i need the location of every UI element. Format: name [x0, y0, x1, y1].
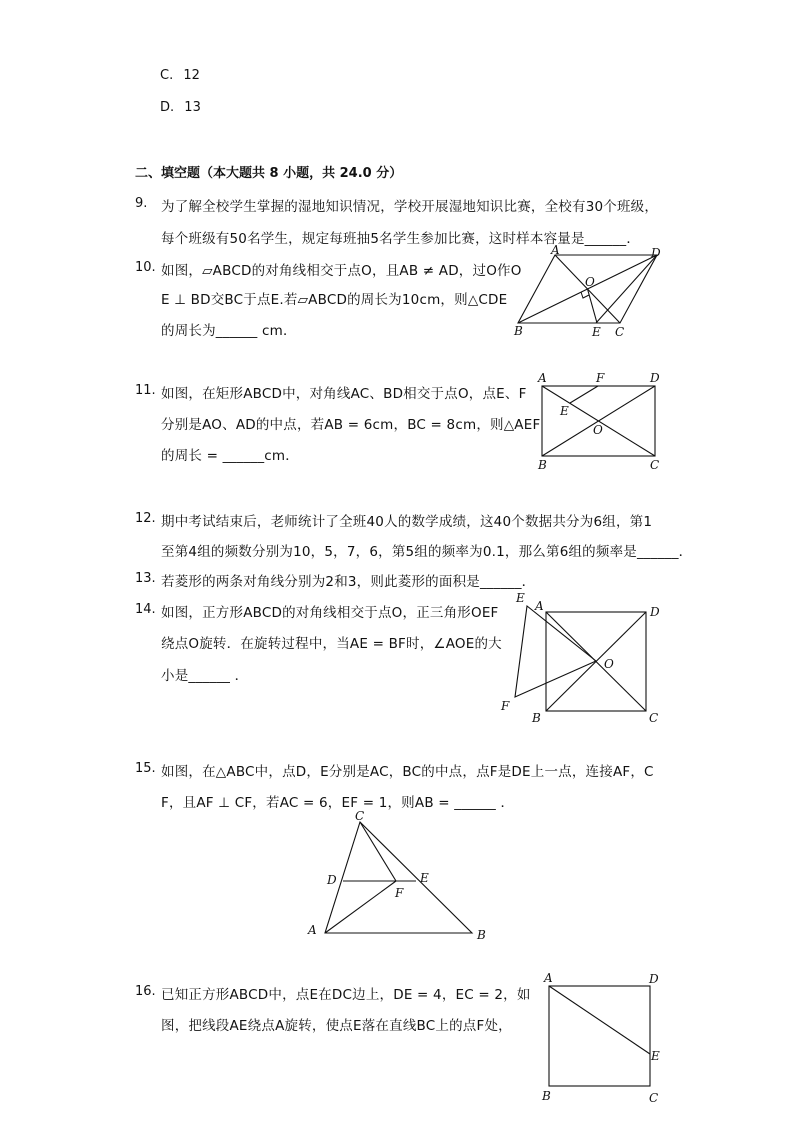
option-d-label: D. — [160, 100, 175, 115]
question-10-line-2: E ⊥ BD交BC于点E.若▱ABCD的周长为10cm，则△CDE — [161, 292, 508, 308]
fig16-label-b: B — [542, 1089, 551, 1103]
figure-11-rectangle — [530, 368, 670, 473]
question-12-line-1: 期中考试结束后，老师统计了全班40人的数学成绩，这40个数据共分为6组，第1 — [161, 514, 653, 530]
fig11-label-c: C — [650, 458, 660, 472]
question-15-line-2: F，且AF ⊥ CF，若AC = 6，EF = 1，则AB = ______ ． — [161, 795, 515, 811]
option-d — [160, 100, 201, 115]
figure-15-triangle — [300, 809, 500, 947]
fig16-label-e: E — [651, 1049, 660, 1063]
question-15-number: 15. — [135, 761, 156, 776]
question-9-line-2: 每个班级有50名学生，规定每班抽5名学生参加比赛，这时样本容量是______． — [161, 231, 641, 247]
fig14-label-c: C — [649, 711, 659, 725]
question-14-line-1: 如图，正方形ABCD的对角线相交于点O，正三角形OEF — [161, 605, 499, 621]
figure-10-parallelogram — [505, 245, 680, 340]
question-9-line-1: 为了解全校学生掌握的湿地知识情况，学校开展湿地知识比赛，全校有30个班级， — [161, 199, 659, 215]
question-11-line-3: 的周长 = ______cm． — [161, 448, 299, 464]
fig10-label-e: E — [592, 325, 601, 339]
figure-16-square — [535, 968, 675, 1108]
question-9-number: 9. — [135, 196, 148, 211]
question-12-line-2: 至第4组的频数分别为10，5，7，6，第5组的频率为0.1，那么第6组的频率是______． — [161, 544, 693, 560]
fig14-label-o: O — [604, 657, 614, 671]
question-10-line-3: 的周长为______ cm． — [161, 323, 297, 339]
question-14-line-2: 绕点O旋转．在旋转过程中，当AE = BF时，∠AOE的大 — [161, 636, 502, 652]
question-15-line-1: 如图，在△ABC中，点D，E分别是AC，BC的中点，点F是DE上一点，连接AF，C — [161, 764, 654, 780]
fig11-label-a: A — [538, 371, 547, 385]
fig10-label-o: O — [585, 275, 595, 289]
question-10-line-1: 如图，▱ABCD的对角线相交于点O，且AB ≠ AD，过O作O — [161, 263, 522, 279]
option-d-value: 13 — [184, 100, 201, 115]
fig16-label-a: A — [544, 971, 553, 985]
fig14-label-f: F — [501, 699, 510, 713]
fig16-label-c: C — [649, 1091, 659, 1105]
option-c-label: C. — [160, 68, 174, 83]
fig11-label-e: E — [560, 404, 569, 418]
option-c-value: 12 — [183, 68, 200, 83]
fig15-label-b: B — [477, 928, 486, 942]
question-12-number: 12. — [135, 511, 156, 526]
figure-14-square-triangle — [495, 588, 675, 728]
option-c — [160, 68, 200, 83]
fig11-label-o: O — [593, 423, 603, 437]
question-10-number: 10. — [135, 260, 156, 275]
question-11-line-2: 分别是AO、AD的中点，若AB = 6cm，BC = 8cm，则△AEF — [161, 417, 541, 433]
question-14-number: 14. — [135, 602, 156, 617]
question-16-line-2: 图，把线段AE绕点A旋转，使点E落在直线BC上的点F处， — [161, 1018, 512, 1034]
fig10-label-b: B — [514, 324, 523, 338]
fig10-label-d: D — [651, 246, 661, 260]
fig16-label-d: D — [649, 972, 659, 986]
fig15-label-d: D — [327, 873, 337, 887]
fig15-label-f: F — [395, 886, 404, 900]
section-title: 二、填空题（本大题共 8 小题，共 24.0 分） — [135, 166, 403, 181]
fig14-label-a: A — [535, 599, 544, 613]
fig15-label-c: C — [355, 809, 365, 823]
fig11-label-b: B — [538, 458, 547, 472]
fig11-label-d: D — [650, 371, 660, 385]
question-11-line-1: 如图，在矩形ABCD中，对角线AC、BD相交于点O，点E、F — [161, 386, 527, 402]
question-13-number: 13. — [135, 571, 156, 586]
fig14-label-d: D — [650, 605, 660, 619]
fig10-label-c: C — [615, 325, 625, 339]
question-13-line-1: 若菱形的两条对角线分别为2和3，则此菱形的面积是______． — [161, 574, 536, 590]
question-14-line-3: 小是______ ． — [161, 668, 249, 684]
question-16-line-1: 已知正方形ABCD中，点E在DC边上，DE = 4，EC = 2，如 — [161, 987, 531, 1003]
fig15-label-e: E — [420, 871, 429, 885]
fig14-label-b: B — [532, 711, 541, 725]
question-11-number: 11. — [135, 383, 156, 398]
fig14-label-e: E — [516, 591, 525, 605]
fig15-label-a: A — [308, 923, 317, 937]
fig11-label-f: F — [596, 371, 605, 385]
question-16-number: 16. — [135, 984, 156, 999]
fig10-label-a: A — [551, 243, 560, 257]
